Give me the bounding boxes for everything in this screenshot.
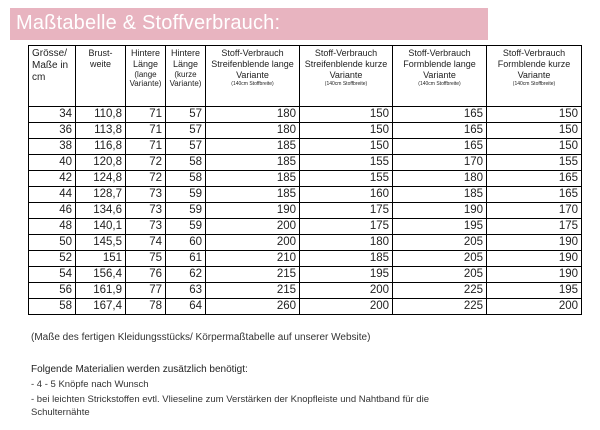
header-bust: Brust-weite: [76, 46, 126, 107]
table-cell: 52: [29, 251, 76, 267]
table-cell: 185: [393, 187, 487, 203]
table-cell: 74: [126, 235, 166, 251]
table-cell: 165: [393, 123, 487, 139]
footnote: (Maße des fertigen Kleidungsstücks/ Körpermaßtabelle auf unserer Website): [31, 332, 371, 343]
table-cell: 195: [487, 283, 582, 299]
table-cell: 128,7: [76, 187, 126, 203]
table-cell: 200: [206, 219, 300, 235]
table-cell: 59: [166, 219, 206, 235]
table-cell: 57: [166, 139, 206, 155]
header-back-length-short: Hintere Länge (kurze Variante): [166, 46, 206, 107]
table-cell: 190: [487, 267, 582, 283]
table-cell: 58: [166, 171, 206, 187]
table-cell: 113,8: [76, 123, 126, 139]
table-row: [29, 299, 582, 315]
table-cell: 156,4: [76, 267, 126, 283]
header-back-length-long: Hintere Länge (lange Variante): [126, 46, 166, 107]
table-cell: 36: [29, 123, 76, 139]
table-cell: 210: [206, 251, 300, 267]
table-cell: 78: [126, 299, 166, 315]
table-cell: 180: [300, 235, 393, 251]
table-cell: 145,5: [76, 235, 126, 251]
table-cell: 76: [126, 267, 166, 283]
table-cell: 120,8: [76, 155, 126, 171]
table-cell: 190: [487, 251, 582, 267]
table-cell: 71: [126, 139, 166, 155]
table-cell: 60: [166, 235, 206, 251]
table-cell: 73: [126, 187, 166, 203]
table-cell: 180: [206, 107, 300, 123]
table-cell: 165: [393, 139, 487, 155]
table-cell: 180: [393, 171, 487, 187]
table-cell: 200: [300, 299, 393, 315]
table-cell: 155: [487, 155, 582, 171]
table-cell: 63: [166, 283, 206, 299]
table-cell: 215: [206, 283, 300, 299]
table-cell: 225: [393, 283, 487, 299]
table-cell: 165: [393, 107, 487, 123]
table-cell: 175: [300, 203, 393, 219]
table-cell: 167,4: [76, 299, 126, 315]
table-row: [29, 267, 582, 283]
table-cell: 42: [29, 171, 76, 187]
table-cell: 205: [393, 235, 487, 251]
size-table: [28, 45, 582, 315]
table-row: [29, 107, 582, 123]
table-cell: 58: [166, 155, 206, 171]
header-size: Grösse/ Maße in cm: [29, 46, 76, 107]
header-fabric-stripe-long: Stoff-Verbrauch Streifenblende lange Variante (140cm Stoffbreite): [206, 46, 300, 107]
table-cell: 215: [206, 267, 300, 283]
table-cell: 71: [126, 123, 166, 139]
table-cell: 64: [166, 299, 206, 315]
table-cell: 46: [29, 203, 76, 219]
table-cell: 54: [29, 267, 76, 283]
table-cell: 160: [300, 187, 393, 203]
table-cell: 44: [29, 187, 76, 203]
table-cell: 34: [29, 107, 76, 123]
table-cell: 59: [166, 187, 206, 203]
table-cell: 48: [29, 219, 76, 235]
table-cell: 185: [300, 251, 393, 267]
table-cell: 185: [206, 139, 300, 155]
header-row: [29, 46, 582, 107]
table-cell: 205: [393, 251, 487, 267]
page-title: Maßtabelle & Stoffverbrauch:: [16, 12, 281, 34]
table-cell: 59: [166, 203, 206, 219]
materials-item: Schulternähte: [31, 407, 90, 418]
table-row: [29, 155, 582, 171]
table-cell: 73: [126, 203, 166, 219]
table-cell: 200: [300, 283, 393, 299]
table-cell: 75: [126, 251, 166, 267]
table-row: [29, 171, 582, 187]
table-cell: 155: [300, 171, 393, 187]
table-cell: 72: [126, 155, 166, 171]
table-cell: 57: [166, 123, 206, 139]
table-cell: 161,9: [76, 283, 126, 299]
table-cell: 200: [487, 299, 582, 315]
table-cell: 62: [166, 267, 206, 283]
table-cell: 61: [166, 251, 206, 267]
table-cell: 150: [487, 139, 582, 155]
table-cell: 205: [393, 267, 487, 283]
table-cell: 155: [300, 155, 393, 171]
materials-item: - 4 - 5 Knöpfe nach Wunsch: [31, 379, 149, 390]
table-cell: 56: [29, 283, 76, 299]
materials-item: - bei leichten Strickstoffen evtl. Vlieseline zum Verstärken der Knopfleiste und Nahtband für die: [31, 394, 429, 405]
table-cell: 150: [487, 107, 582, 123]
table-cell: 225: [393, 299, 487, 315]
table-cell: 71: [126, 107, 166, 123]
table-cell: 116,8: [76, 139, 126, 155]
table-cell: 175: [487, 219, 582, 235]
table-cell: 140,1: [76, 219, 126, 235]
table-cell: 185: [206, 171, 300, 187]
table-cell: 170: [487, 203, 582, 219]
table-cell: 260: [206, 299, 300, 315]
table-row: [29, 251, 582, 267]
table-cell: 170: [393, 155, 487, 171]
table-cell: 150: [300, 123, 393, 139]
table-cell: 57: [166, 107, 206, 123]
table-cell: 190: [206, 203, 300, 219]
table-cell: 150: [300, 107, 393, 123]
table-cell: 185: [206, 155, 300, 171]
table-cell: 150: [300, 139, 393, 155]
table-row: [29, 123, 582, 139]
header-fabric-stripe-short: Stoff-Verbrauch Streifenblende kurze Variante (140cm Stoffbreite): [300, 46, 393, 107]
table-row: [29, 187, 582, 203]
table-cell: 195: [393, 219, 487, 235]
table-cell: 195: [300, 267, 393, 283]
table-row: [29, 203, 582, 219]
table-cell: 151: [76, 251, 126, 267]
table-cell: 38: [29, 139, 76, 155]
table-cell: 134,6: [76, 203, 126, 219]
table-cell: 200: [206, 235, 300, 251]
table-row: [29, 219, 582, 235]
materials-heading: Folgende Materialien werden zusätzlich benötigt:: [31, 364, 248, 375]
table-cell: 165: [487, 171, 582, 187]
table-cell: 50: [29, 235, 76, 251]
table-cell: 73: [126, 219, 166, 235]
table-cell: 77: [126, 283, 166, 299]
table-row: [29, 139, 582, 155]
table-cell: 165: [487, 187, 582, 203]
table-row: [29, 283, 582, 299]
table-cell: 58: [29, 299, 76, 315]
table-cell: 110,8: [76, 107, 126, 123]
table-cell: 72: [126, 171, 166, 187]
table-cell: 190: [487, 235, 582, 251]
title-bar: [10, 8, 488, 40]
table-cell: 190: [393, 203, 487, 219]
header-fabric-form-short: Stoff-Verbrauch Formblende kurze Variante (140cm Stoffbreite): [487, 46, 582, 107]
table-cell: 185: [206, 187, 300, 203]
table-cell: 124,8: [76, 171, 126, 187]
header-fabric-form-long: Stoff-Verbrauch Formblende lange Variante (140cm Stoffbreite): [393, 46, 487, 107]
table-row: [29, 235, 582, 251]
table-cell: 150: [487, 123, 582, 139]
table-cell: 175: [300, 219, 393, 235]
table-cell: 180: [206, 123, 300, 139]
table-cell: 40: [29, 155, 76, 171]
